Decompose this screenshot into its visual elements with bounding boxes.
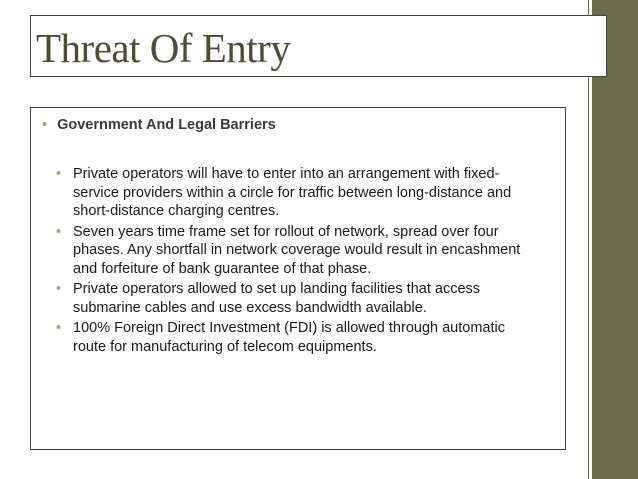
heading-item [42, 117, 542, 133]
list-item-text: Private operators will have to enter into an arrangement with fixed-service providers within a circle for traffic between long-distance and short-distance charging centres. [73, 166, 512, 219]
list-item [56, 223, 536, 279]
list-item [56, 280, 536, 317]
bullet-icon: • [56, 166, 62, 182]
list-item [56, 165, 536, 221]
bullet-icon: • [56, 281, 62, 297]
list-item-text: Seven years time frame set for rollout of network, spread over four phases. Any shortfall in network coverage would result in encashment and forfeiture of bank guarantee of that phase. [73, 223, 521, 277]
heading-text: Government And Legal Barriers [57, 117, 276, 133]
bullet-icon: • [56, 223, 62, 240]
bullet-icon: • [56, 320, 62, 336]
list-item-text: Private operators allowed to set up landing facilities that access submarine cables and use excess bandwidth available. [73, 281, 481, 316]
bullet-icon: • [42, 117, 48, 133]
sub-bullet-list [56, 165, 536, 358]
list-item [56, 319, 536, 356]
slide-title: Threat Of Entry [36, 25, 291, 71]
list-item-text: 100% Foreign Direct Investment (FDI) is allowed through automatic route for manufacturing of telecom equipments. [73, 320, 505, 355]
